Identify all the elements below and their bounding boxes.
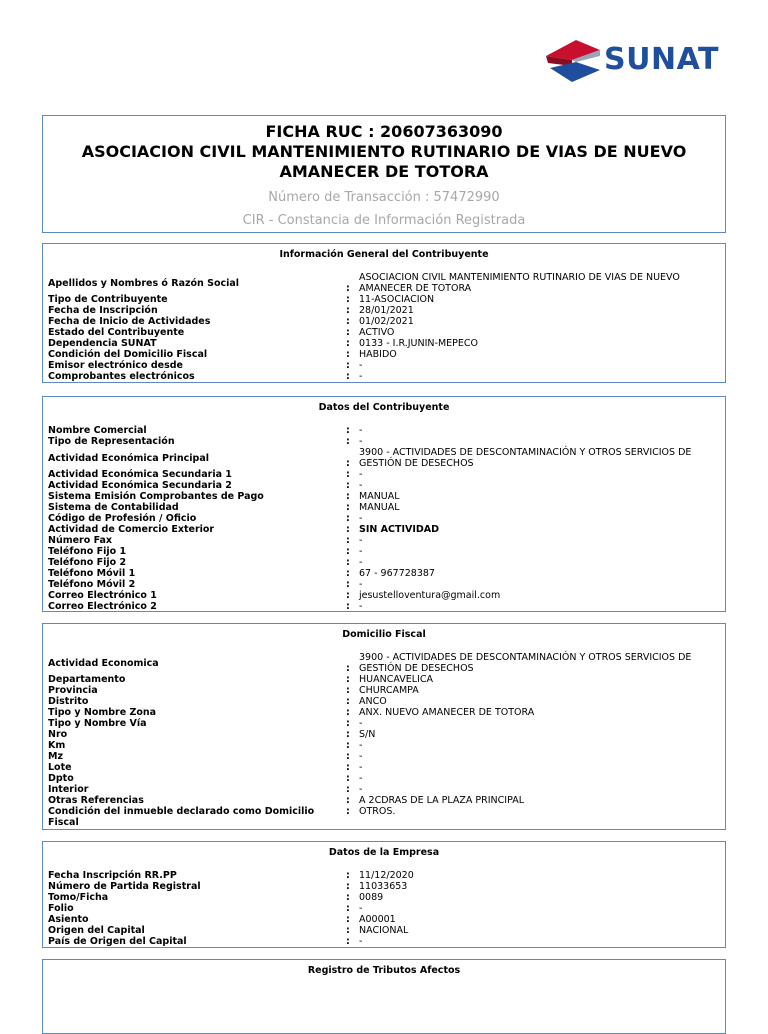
field-separator: :: [346, 729, 350, 740]
field-separator: :: [346, 283, 350, 295]
field-label: Tipo y Nombre Zona: [48, 707, 157, 718]
field-label: Distrito: [48, 696, 89, 707]
field-value: 3900 - ACTIVIDADES DE DESCONTAMINACIÓN Y OTROS SERVICIOS DE GESTIÓN DE DESECHOS: [359, 447, 692, 469]
field-separator: :: [346, 338, 350, 349]
field-separator: :: [346, 360, 350, 371]
field-value: -: [359, 425, 363, 436]
field-separator: :: [346, 491, 350, 502]
field-label: Número Fax: [48, 535, 113, 546]
field-label: Otras Referencias: [48, 795, 144, 806]
field-separator: :: [346, 294, 350, 305]
field-separator: :: [346, 316, 350, 327]
field-row: [43, 569, 725, 580]
field-separator: :: [346, 870, 350, 881]
field-separator: :: [346, 535, 350, 546]
section-contribuyente: [42, 396, 726, 612]
field-label: Asiento: [48, 914, 89, 925]
field-label: Dependencia SUNAT: [48, 338, 157, 349]
field-separator: :: [346, 601, 350, 612]
field-label: Código de Profesión / Oficio: [48, 513, 197, 524]
section-rows: [43, 653, 725, 829]
field-value: -: [359, 480, 363, 491]
field-label: Teléfono Móvil 2: [48, 579, 136, 590]
field-row: [43, 653, 725, 675]
field-separator: :: [346, 751, 350, 762]
field-value: ANCO: [359, 696, 387, 707]
field-value: 0133 - I.R.JUNIN-MEPECO: [359, 338, 478, 349]
field-row: [43, 448, 725, 470]
field-value: -: [359, 371, 363, 382]
field-separator: :: [346, 524, 350, 535]
field-separator: :: [346, 925, 350, 936]
field-separator: :: [346, 436, 350, 447]
field-value: -: [359, 936, 363, 947]
field-separator: :: [346, 568, 350, 579]
field-value: MANUAL: [359, 502, 400, 513]
field-value: -: [359, 469, 363, 480]
field-label: Correo Electrónico 1: [48, 590, 157, 601]
field-row: [43, 882, 725, 893]
section-general: [42, 243, 726, 383]
field-separator: :: [346, 546, 350, 557]
transaction-number: Número de Transacción : 57472990: [268, 190, 500, 205]
field-label: Nombre Comercial: [48, 425, 147, 436]
field-label: Nro: [48, 729, 68, 740]
field-separator: :: [346, 425, 350, 436]
field-value: -: [359, 903, 363, 914]
field-label: Tipo de Contribuyente: [48, 294, 168, 305]
section-rows: [43, 273, 725, 383]
field-separator: :: [346, 349, 350, 360]
field-value: 11033653: [359, 881, 408, 892]
field-separator: :: [346, 784, 350, 795]
cir-subtitle: CIR - Constancia de Información Registrada: [242, 213, 526, 228]
field-label: Condición del Domicilio Fiscal: [48, 349, 208, 360]
field-row: [43, 719, 725, 730]
field-value: -: [359, 360, 363, 371]
sunat-logo: [542, 36, 726, 86]
field-value: -: [359, 601, 363, 612]
section-domicilio: [42, 623, 726, 830]
field-row: [43, 893, 725, 904]
field-label: País de Origen del Capital: [48, 936, 187, 947]
sunat-logo-text: SUNAT: [604, 42, 719, 77]
field-label: Estado del Contribuyente: [48, 327, 185, 338]
field-value: jesustelloventura@gmail.com: [359, 590, 501, 601]
field-label: Apellidos y Nombres ó Razón Social: [48, 277, 240, 289]
field-value: 11/12/2020: [359, 870, 414, 881]
field-value: 28/01/2021: [359, 305, 414, 316]
field-value: -: [359, 535, 363, 546]
field-label: Teléfono Móvil 1: [48, 568, 136, 579]
sunat-emblem-icon: [542, 36, 612, 86]
field-value: -: [359, 436, 363, 447]
field-label: Emisor electrónico desde: [48, 360, 183, 371]
field-separator: :: [346, 773, 350, 784]
field-label: Número de Partida Registral: [48, 881, 201, 892]
section-tributos: [42, 959, 726, 1034]
field-label: Sistema de Contabilidad: [48, 502, 179, 513]
field-value: 0089: [359, 892, 384, 903]
field-value: 67 - 967728387: [359, 568, 435, 579]
field-label: Actividad Económica Secundaria 1: [48, 469, 232, 480]
field-separator: :: [346, 371, 350, 382]
field-separator: :: [346, 914, 350, 925]
field-value: A 2CDRAS DE LA PLAZA PRINCIPAL: [359, 795, 524, 806]
section-empresa: [42, 841, 726, 948]
field-separator: :: [346, 663, 350, 675]
field-separator: :: [346, 936, 350, 947]
field-row: [43, 741, 725, 752]
ruc-title: FICHA RUC : 20607363090: [265, 122, 503, 141]
field-separator: :: [346, 762, 350, 773]
field-label: Comprobantes electrónicos: [48, 371, 195, 382]
field-separator: :: [346, 795, 350, 806]
field-label: Teléfono Fijo 2: [48, 557, 127, 568]
section-rows: [43, 426, 725, 613]
field-separator: :: [346, 557, 350, 568]
field-label: Origen del Capital: [48, 925, 145, 936]
field-value: MANUAL: [359, 491, 400, 502]
field-separator: :: [346, 579, 350, 590]
field-label: Km: [48, 740, 66, 751]
field-row: [43, 273, 725, 295]
field-value: HABIDO: [359, 349, 397, 360]
field-label: Folio: [48, 903, 74, 914]
field-value: -: [359, 773, 363, 784]
field-separator: :: [346, 718, 350, 729]
header-box: [42, 115, 726, 233]
company-name: ASOCIACION CIVIL MANTENIMIENTO RUTINARIO DE VIAS DE NUEVO AMANECER DE TOTORA: [81, 142, 687, 181]
field-row: [43, 536, 725, 547]
field-value: -: [359, 513, 363, 524]
field-value: NACIONAL: [359, 925, 409, 936]
field-label: Provincia: [48, 685, 98, 696]
field-label: Tipo de Representación: [48, 436, 175, 447]
field-separator: :: [346, 458, 350, 470]
section-title: Información General del Contribuyente: [279, 249, 489, 260]
field-row: [43, 602, 725, 613]
field-value: -: [359, 740, 363, 751]
field-label: Actividad Económica Secundaria 2: [48, 480, 232, 491]
field-value: SIN ACTIVIDAD: [359, 524, 439, 535]
field-label: Actividad de Comercio Exterior: [48, 524, 215, 535]
field-value: 01/02/2021: [359, 316, 414, 327]
field-row: [43, 807, 725, 829]
field-row: [43, 525, 725, 536]
field-separator: :: [346, 305, 350, 316]
field-separator: :: [346, 590, 350, 601]
field-label: Tipo y Nombre Vía: [48, 718, 147, 729]
field-separator: :: [346, 469, 350, 480]
field-separator: :: [346, 881, 350, 892]
field-row: [43, 547, 725, 558]
field-separator: :: [346, 806, 350, 817]
field-value: -: [359, 751, 363, 762]
field-label: Fecha de Inscripción: [48, 305, 158, 316]
field-separator: :: [346, 740, 350, 751]
field-label: Correo Electrónico 2: [48, 601, 157, 612]
field-value: -: [359, 546, 363, 557]
field-value: ACTIVO: [359, 327, 395, 338]
field-value: OTROS.: [359, 806, 396, 817]
field-value: -: [359, 718, 363, 729]
field-label: Teléfono Fijo 1: [48, 546, 127, 557]
field-value: HUANCAVELICA: [359, 674, 433, 685]
field-label: Tomo/Ficha: [48, 892, 109, 903]
field-value: 11-ASOCIACION: [359, 294, 435, 305]
field-label: Actividad Económica Principal: [48, 452, 210, 464]
field-label: Dpto: [48, 773, 74, 784]
field-separator: :: [346, 696, 350, 707]
field-value: -: [359, 579, 363, 590]
field-row: [43, 763, 725, 774]
field-value: -: [359, 557, 363, 568]
field-value: 3900 - ACTIVIDADES DE DESCONTAMINACIÓN Y OTROS SERVICIOS DE GESTIÓN DE DESECHOS: [359, 652, 692, 674]
field-label: Interior: [48, 784, 89, 795]
field-separator: :: [346, 685, 350, 696]
field-label: Lote: [48, 762, 72, 773]
field-separator: :: [346, 502, 350, 513]
field-separator: :: [346, 903, 350, 914]
field-separator: :: [346, 674, 350, 685]
field-value: -: [359, 762, 363, 773]
field-value: CHURCAMPA: [359, 685, 419, 696]
field-separator: :: [346, 327, 350, 338]
field-label: Condición del inmueble declarado como Domicilio Fiscal: [48, 806, 315, 828]
field-separator: :: [346, 892, 350, 903]
section-title: Registro de Tributos Afectos: [307, 965, 461, 976]
field-label: Mz: [48, 751, 63, 762]
field-separator: :: [346, 513, 350, 524]
field-row: [43, 372, 725, 383]
field-value: A00001: [359, 914, 396, 925]
field-label: Fecha de Inicio de Actividades: [48, 316, 211, 327]
field-separator: :: [346, 480, 350, 491]
field-label: Actividad Economica: [48, 657, 159, 669]
field-value: S/N: [359, 729, 376, 740]
section-title: Datos del Contribuyente: [318, 402, 450, 413]
field-row: [43, 937, 725, 948]
section-title: Datos de la Empresa: [328, 847, 440, 858]
field-value: ASOCIACION CIVIL MANTENIMIENTO RUTINARIO DE VIAS DE NUEVO AMANECER DE TOTORA: [359, 272, 680, 294]
field-value: ANX. NUEVO AMANECER DE TOTORA: [359, 707, 535, 718]
section-rows: [43, 871, 725, 948]
field-separator: :: [346, 707, 350, 718]
field-value: -: [359, 784, 363, 795]
field-row: [43, 730, 725, 741]
field-row: [43, 774, 725, 785]
field-label: Departamento: [48, 674, 126, 685]
field-label: Fecha Inscripción RR.PP: [48, 870, 177, 881]
field-row: [43, 752, 725, 763]
section-title: Domicilio Fiscal: [342, 629, 426, 640]
field-label: Sistema Emisión Comprobantes de Pago: [48, 491, 264, 502]
